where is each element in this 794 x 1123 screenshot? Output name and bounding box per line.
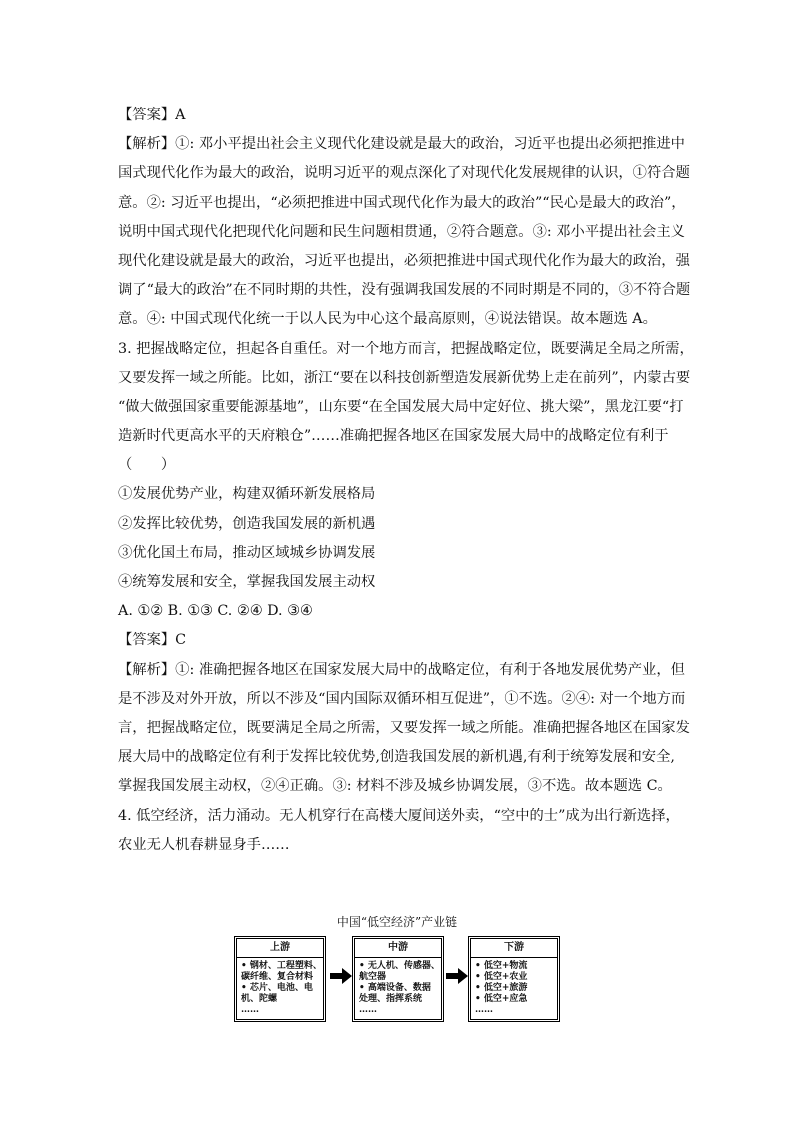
box-item: • 低空+旅游 [475,983,528,993]
midstream-box [354,938,442,1020]
text-line: 言，把握战略定位，既要满足全局之所需，又要发挥一域之所能。准确把握各地区在国家发 [118,719,690,736]
question-text: “做大做强国家重要能源基地”，山东要“在全国发展大局中定好位、挑大梁”，黑龙江要“打 [118,398,684,415]
answer-label: 【答案】C [118,632,187,649]
box-item: 碳纤维、复合材料 [241,972,314,982]
box-header: 中游 [355,939,441,958]
text-line: 是不涉及对外开放，所以不涉及“国内国际双循环相互促进”，①不选。②④: 对一个地方而 [118,690,686,707]
box-header: 下游 [471,939,557,958]
text-line: 国式现代化作为最大的政治，说明习近平的观点深化了对现代化发展规律的认识，①符合题 [118,165,690,182]
question-text: 农业无人机春耕显身手…… [118,836,290,853]
text-line: 【答案】A [118,107,186,123]
arrow-right-icon [446,968,468,984]
text-line: 意。②: 习近平也提出，“必须把推进中国式现代化作为最大的政治”“民心是最大的政治”， [118,194,686,211]
text-line: 【解析】①: 邓小平提出社会主义现代化建设就是最大的政治，习近平也提出必须把推进中 [118,136,685,153]
text-line: 说明中国式现代化把现代化问题和民生问题相贯通，②符合题意。③: 邓小平提出社会主义 [118,223,685,240]
box-item: …… [359,1005,377,1015]
box-item: 航空器 [359,972,387,982]
box-item: • 低空+农业 [475,972,528,982]
text-line: 展大局中的战略定位有利于发挥比较优势,创造我国发展的新机遇,有利于统筹发展和安全, [118,749,675,766]
choice-options: A. ①② B. ①③ C. ②④ D. ③④ [118,603,313,620]
text-line: 调了“最大的政治”在不同时期的共性，没有强调我国发展的不同时期是不同的，③不符合题 [118,282,691,299]
industry-chain-diagram [236,938,560,1022]
question-text: 3. 把握战略定位，担起各自重任。对一个地方而言，把握战略定位，既要满足全局之所需， [118,340,694,357]
option-item: ④统筹发展和安全，掌握我国发展主动权 [118,574,376,590]
box-item: • 高端设备、数据 [359,983,431,993]
box-item: …… [475,1005,493,1015]
option-item: ②发挥比较优势，创造我国发展的新机遇 [118,515,376,532]
answer-blank: （ ） [118,457,176,474]
option-item: ③优化国土布局，推动区域城乡协调发展 [118,544,376,561]
downstream-box [470,938,558,1020]
box-item: • 芯片、电池、电 [241,983,313,993]
question-text: 又要发挥一域之所能。比如，浙江“要在以科技创新塑造发展新优势上走在前列”，内蒙古要 [118,369,691,386]
box-item: …… [241,1005,259,1015]
box-header: 上游 [237,939,323,958]
document-body [118,101,694,860]
text-line: 意。④: 中国式现代化统一于以人民为中心这个最高原则，④说法错误。故本题选 A。 [118,311,657,328]
upstream-box [236,938,324,1020]
box-item: • 低空+物流 [475,961,528,971]
box-item: 处理、指挥系统 [359,994,423,1004]
option-item: ①发展优势产业，构建双循环新发展格局 [118,486,376,503]
box-item: • 无人机、传感器、 [359,961,440,971]
text-line: 【解析】①: 准确把握各地区在国家发展大局中的战略定位，有利于各地发展优势产业，但 [118,661,685,678]
question-text: 4. 低空经济，活力涌动。无人机穿行在高楼大厦间送外卖，“空中的士”成为出行新选择， [118,807,680,824]
box-item: • 低空+应急 [475,994,528,1004]
diagram-title: 中国“低空经济”产业链 [336,915,458,929]
text-line: 现代化建设就是最大的政治，习近平也提出，必须把推进中国式现代化作为最大的政治，强 [118,252,690,269]
box-item: 机、陀螺 [241,994,278,1004]
question-text: 造新时代更高水平的天府粮仓”……准确把握各地区在国家发展大局中的战略定位有利于 [118,428,669,445]
arrow-right-icon [330,968,352,984]
box-item: • 钢材、工程塑料、 [241,961,322,971]
text-line: 掌握我国发展主动权，②④正确。③: 材料不涉及城乡协调发展，③不选。故本题选 C。 [118,778,672,795]
